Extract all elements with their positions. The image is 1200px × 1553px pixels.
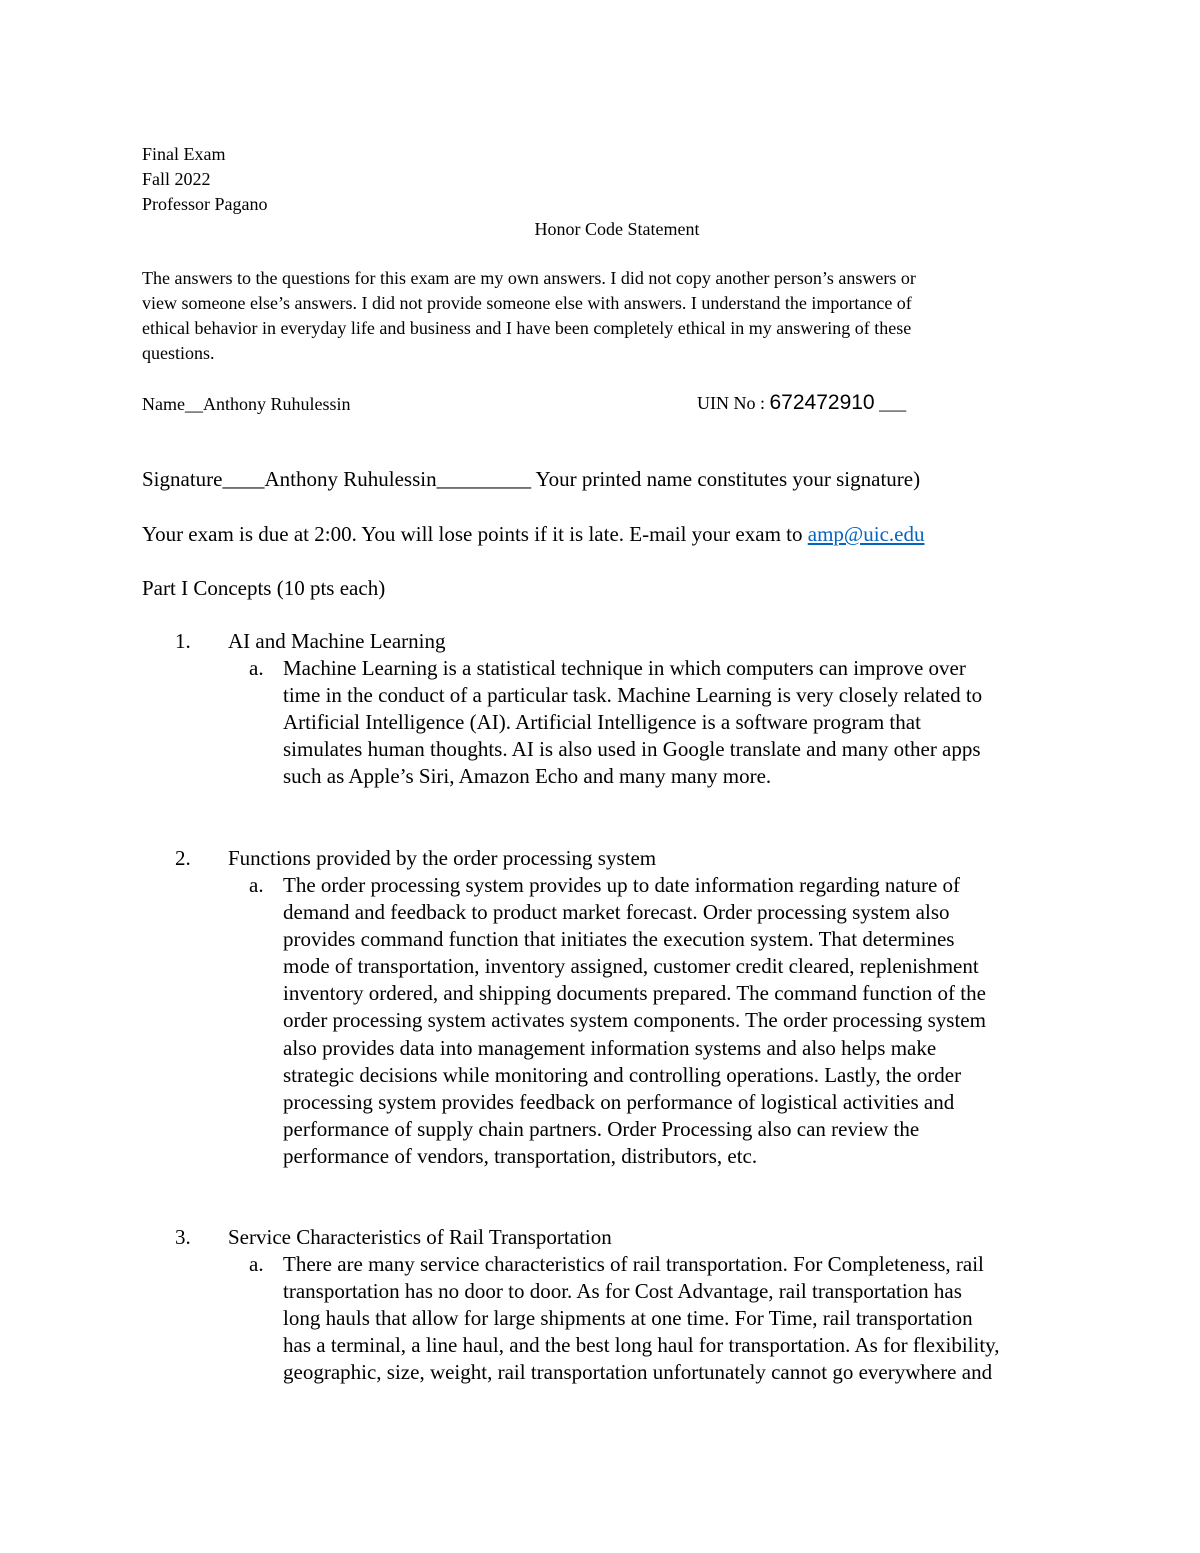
honor-code-line: view someone else’s answers. I did not provide someone else with answers. I understand the importance of [142, 293, 912, 313]
email-link[interactable]: amp@uic.edu [807, 522, 925, 546]
uin-label: UIN No : [697, 393, 770, 413]
honor-code-title: Honor Code Statement [534, 219, 700, 239]
honor-code-line: ethical behavior in everyday life and business and I have been completely ethical in my answering of these [142, 318, 912, 338]
question-number: 2. [175, 846, 191, 870]
due-notice [142, 521, 924, 548]
question-number: 1. [175, 629, 191, 653]
due-notice-text: Your exam is due at 2:00. You will lose points if it is late. E-mail your exam to [142, 522, 808, 546]
question-title: Functions provided by the order processing system [228, 846, 657, 870]
honor-code-line: questions. [142, 343, 215, 363]
signature-label: Signature____ [142, 467, 265, 491]
exam-title: Final Exam [142, 144, 226, 164]
question-number: 3. [175, 1225, 191, 1249]
name-value: Anthony Ruhulessin [202, 394, 351, 414]
answer-line: inventory ordered, and shipping documents prepared. The command function of the [283, 981, 986, 1006]
answer-line: has a terminal, a line haul, and the best long haul for transportation. As for flexibility, [283, 1333, 1000, 1358]
signature-note: _________ Your printed name constitutes your signature) [436, 467, 921, 491]
signature-row [142, 466, 920, 493]
question-title: AI and Machine Learning [228, 629, 446, 653]
answer-line: geographic, size, weight, rail transportation unfortunately cannot go everywhere and [283, 1360, 993, 1385]
answer-line: time in the conduct of a particular task. Machine Learning is very closely related to [283, 683, 983, 708]
answer-line: simulates human thoughts. AI is also used in Google translate and many other apps [283, 737, 981, 762]
answer-text [283, 872, 986, 1170]
answer-line: strategic decisions while monitoring and controlling operations. Lastly, the order [283, 1062, 962, 1087]
answer-label: a. [249, 873, 264, 897]
answer-label: a. [249, 656, 264, 680]
uin-row [697, 390, 906, 416]
answer-line: mode of transportation, inventory assigned, customer credit cleared, replenishment [283, 954, 979, 979]
answer-line: transportation has no door to door. As for Cost Advantage, rail transportation has [283, 1279, 962, 1304]
answer-line: Artificial Intelligence (AI). Artificial Intelligence is a software program that [283, 710, 921, 735]
answer-label: a. [249, 1252, 264, 1276]
professor-name: Professor Pagano [142, 194, 268, 214]
answer-line: processing system provides feedback on performance of logistical activities and [283, 1089, 955, 1114]
answer-line: Machine Learning is a statistical technique in which computers can improve over [283, 656, 966, 680]
part-heading: Part I Concepts (10 pts each) [142, 576, 386, 600]
answer-line: There are many service characteristics of rail transportation. For Completeness, rail [283, 1252, 984, 1276]
exam-term: Fall 2022 [142, 169, 211, 189]
answer-line: such as Apple’s Siri, Amazon Echo and many many more. [283, 764, 772, 789]
answer-line: also provides data into management information systems and also helps make [283, 1035, 937, 1060]
signature-value: Anthony Ruhulessin [264, 467, 437, 491]
name-row [142, 392, 351, 417]
honor-code-statement [142, 266, 1062, 366]
answer-line: performance of vendors, transportation, distributors, etc. [283, 1143, 758, 1168]
answer-text [283, 1251, 1000, 1386]
answer-line: performance of supply chain partners. Order Processing also can review the [283, 1116, 920, 1141]
answer-line: demand and feedback to product market forecast. Order processing system also [283, 900, 950, 925]
uin-value: 672472910 [769, 391, 875, 414]
answer-line: long hauls that allow for large shipments at one time. For Time, rail transportation [283, 1306, 973, 1331]
question-title: Service Characteristics of Rail Transportation [228, 1225, 612, 1249]
answer-text [283, 655, 982, 790]
name-label: Name__ [142, 394, 203, 414]
honor-code-line: The answers to the questions for this exam are my own answers. I did not copy another person’s answers or [142, 268, 916, 288]
answer-line: provides command function that initiates the execution system. That determines [283, 927, 955, 952]
uin-blank: ___ [874, 393, 907, 413]
answer-line: order processing system activates system components. The order processing system [283, 1008, 986, 1033]
answer-line: The order processing system provides up to date information regarding nature of [283, 873, 961, 897]
